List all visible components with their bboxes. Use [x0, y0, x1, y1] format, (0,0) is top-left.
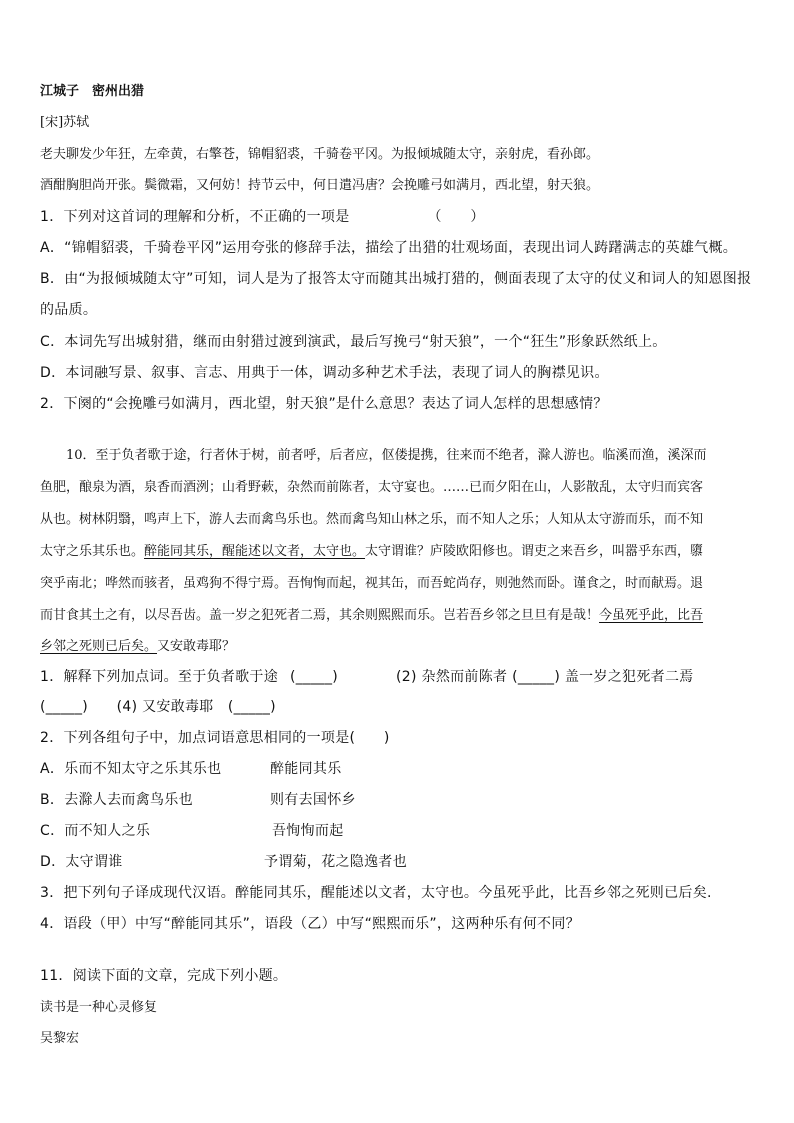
- p1-items-2-3: (2) 杂然而前陈者 (_____) 盖一岁之犯死者二焉: [396, 669, 694, 685]
- poem-title: 江城子 密州出猎: [40, 84, 145, 99]
- passage-line-5: 突乎南北；哗然而骇者，虽鸡狗不得宁焉。吾恂恂而起，视其缶，而吾蛇尚存，则弛然而卧。谨食之，时而献焉。退: [40, 576, 704, 591]
- article-author: 吴黎宏: [40, 1031, 80, 1046]
- q2-stem: 2．下阕的“会挽雕弓如满月，西北望，射天狼”是什么意思？表达了词人怎样的思想感情？: [40, 396, 608, 412]
- passage-line-6-a: 而甘食其土之有，以尽吾齿。盖一岁之犯死者二焉，其余则熙熙而乐。岂若吾乡邻之旦旦有是哉！: [40, 608, 600, 623]
- passage-line-7-b: 又安敢毒耶？: [157, 639, 236, 654]
- q11-stem: 11．阅读下面的文章，完成下列小题。: [40, 968, 288, 984]
- q1-option-c: C．本词先写出城射猎，继而由射猎过渡到演武，最后写挽弓“射天狼”，一个“狂生”形象跃然纸上。: [40, 334, 667, 350]
- passage-line-3: 从也。树林阴翳，鸣声上下，游人去而禽鸟乐也。然而禽鸟知山林之乐，而不知人之乐；人知从太守游而乐，而不知: [40, 512, 704, 527]
- passage-underlined-sentence-2b: 乡邻之死则已后矣。: [40, 639, 158, 654]
- poem-author: [宋]苏轼: [40, 115, 90, 130]
- p2-option-b-right: 则有去国怀乡: [270, 792, 356, 808]
- passage-line-4-d: 谓吏之来吾乡，叫嚣乎东西，隳: [521, 544, 704, 559]
- passage-line-7: [40, 640, 235, 653]
- q1-option-b-line-2: 的品质。: [40, 302, 98, 318]
- p2-option-b-left: B．去滁人去而禽鸟乐也: [40, 792, 193, 808]
- q1-option-b-line-1: B．由“为报倾城随太守”可知，词人是为了报答太守而随其出城打猎的，侧面表现了太守的仗义和词人的知恩图报: [40, 271, 752, 287]
- p2-option-a-left: A．乐而不知太守之乐其乐也: [40, 761, 222, 777]
- p2-option-d-right: 予谓菊，花之隐逸者也: [264, 854, 407, 870]
- p2-option-d: [40, 855, 407, 869]
- q1-option-d: D．本词融写景、叙事、言志、用典于一体，调动多种艺术手法，表现了词人的胸襟见识。: [40, 365, 609, 381]
- poem-line-1: 老夫聊发少年狂，左牵黄，右擎苍，锦帽貂裘，千骑卷平冈。为报倾城随太守，亲射虎，看孙郎。: [40, 147, 600, 162]
- article-title: 读书是一种心灵修复: [40, 1000, 158, 1015]
- passage-underlined-sentence-2a: 今虽死乎此，比吾: [599, 608, 704, 623]
- passage-line-4-a: 太守之乐其乐也。: [40, 544, 145, 559]
- passage-underlined-sentence-1: 醉能同其乐，醒能述以文者，太守也。: [144, 544, 366, 559]
- p1-blank-1: (_____): [290, 669, 339, 685]
- p2-option-a: [40, 762, 342, 776]
- p2-option-c-left: C．而不知人之乐: [40, 823, 151, 839]
- q1-stem: [40, 210, 485, 224]
- p2-option-a-right: 醉能同其乐: [270, 761, 342, 777]
- passage-line-6: [40, 609, 703, 622]
- p2-option-d-left: D．太守谓谁: [40, 854, 123, 870]
- p4-stem: 4．语段（甲）中写“醉能同其乐”，语段（乙）中写“熙熙而乐”，这两种乐有何不同？: [40, 916, 580, 932]
- p2-option-b: [40, 793, 356, 807]
- p2-option-c-right: 吾恂恂而起: [272, 823, 344, 839]
- poem-line-2: 酒酣胸胆尚开张。鬓微霜，又何妨！持节云中，何日遣冯唐？会挽雕弓如满月，西北望，射天狼。: [40, 178, 600, 193]
- p1-stem: 1．解释下列加点词。至于负者歌于途: [40, 669, 279, 685]
- p3-stem: 3．把下列句子译成现代汉语。醉能同其乐，醒能述以文者，太守也。今虽死乎此，比吾乡邻之死则已后矣.: [40, 885, 712, 901]
- q1-stem-text: 1．下列对这首词的理解和分析，不正确的一项是: [40, 209, 350, 225]
- passage-line-4: [40, 545, 703, 558]
- passage-line-1: 10．至于负者歌于途，行者休于树，前者呼，后者应，伛偻提携，往来而不绝者，滁人游也。临溪而渔，溪深而: [66, 448, 707, 463]
- p1-line-1: [40, 670, 694, 684]
- q1-paren: （ ）: [427, 209, 485, 225]
- q1-option-a: A．“锦帽貂裘，千骑卷平冈”运用夸张的修辞手法，描绘了出猎的壮观场面，表现出词人踌躇满志的英雄气概。: [40, 240, 738, 256]
- passage-line-4-c: 太守谓谁？庐陵欧阳修也。: [365, 544, 522, 559]
- p1-line-2: (_____) (4) 又安敢毒耶 (_____): [40, 699, 276, 715]
- passage-line-2: 鱼肥，酿泉为酒，泉香而酒洌；山肴野蔌，杂然而前陈者，太守宴也。……已而夕阳在山，人影散乱，太守归而宾客: [40, 480, 704, 495]
- p2-stem: 2．下列各组句子中，加点词语意思相同的一项是( ): [40, 730, 390, 746]
- p2-option-c: [40, 824, 344, 838]
